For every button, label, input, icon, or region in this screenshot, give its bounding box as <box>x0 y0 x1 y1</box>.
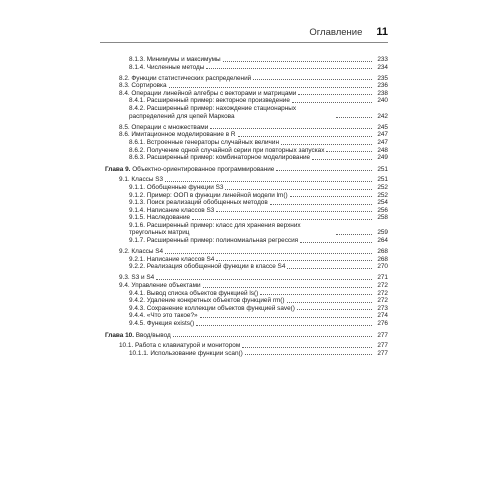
toc-entry <box>100 124 388 132</box>
toc-page-number: 248 <box>377 146 388 154</box>
toc-entry <box>100 222 388 237</box>
toc-page-number: 251 <box>377 176 388 184</box>
toc-entry <box>100 97 388 105</box>
dot-leader <box>200 316 372 318</box>
dot-leader <box>192 218 372 220</box>
header-rule <box>100 42 388 43</box>
toc-entry-title: 9.4. Управление объектами <box>119 282 201 290</box>
toc-entry-title: 9.1.4. Написание классов S3 <box>129 206 215 214</box>
toc-entry <box>100 237 388 245</box>
dot-leader <box>290 195 372 197</box>
toc-page-number: 273 <box>377 304 388 312</box>
toc-entry <box>100 274 388 282</box>
toc-entry-title: 8.2. Функции статистических распределений <box>119 74 252 82</box>
dot-leader <box>270 203 372 205</box>
toc-entry-title: 10.1. Работа с клавиатурой и монитором <box>119 342 241 350</box>
dot-leader <box>165 180 372 182</box>
toc-page-number: 272 <box>377 289 388 297</box>
toc-entry <box>100 105 388 120</box>
toc-entry-title: 9.4.1. Вывод списка объектов функцией ls() <box>129 289 259 297</box>
dot-leader <box>312 158 372 160</box>
toc-page-number: 259 <box>377 229 388 237</box>
toc-page-number: 247 <box>377 138 388 146</box>
toc-entry-title: 9.2. Классы S4 <box>119 248 164 256</box>
toc-entry-title: 9.3. S3 и S4 <box>119 274 155 282</box>
toc-page-number: 276 <box>377 320 388 327</box>
running-header <box>100 26 388 40</box>
toc-page-number: 233 <box>377 56 388 63</box>
toc-entry <box>100 64 388 72</box>
dot-leader <box>216 210 372 212</box>
dot-leader <box>287 301 372 303</box>
toc-entry-title: 9.1.1. Обобщенные функции S3 <box>129 183 224 191</box>
dot-leader <box>326 150 372 152</box>
toc-entry <box>100 184 388 192</box>
toc-entry <box>100 82 388 90</box>
toc-entry-title: 8.6.2. Получение одной случайной серии при повторных запусках <box>129 146 325 154</box>
dot-leader <box>206 67 372 69</box>
toc-entry <box>100 305 388 313</box>
toc-entry <box>100 75 388 83</box>
toc-page-number: 249 <box>377 154 388 162</box>
toc-entry-title: 9.1.6. Расширенный пример: класс для хранения верхних треугольных матриц <box>129 221 301 237</box>
toc-page-number: 264 <box>377 237 388 245</box>
dot-leader <box>260 293 372 295</box>
toc-entry <box>100 192 388 200</box>
toc-entry <box>100 176 388 184</box>
toc-entry <box>100 131 388 139</box>
toc-entry <box>100 282 388 290</box>
toc-entry-title: 10.1.1. Использование функции scan() <box>129 349 243 357</box>
toc-entry <box>100 350 388 358</box>
toc-entry <box>100 147 388 155</box>
dot-leader <box>297 308 372 310</box>
toc-entry-title: 9.4.3. Сохранение коллекции объектов функцией save() <box>129 304 295 312</box>
toc-page-number: 245 <box>377 123 388 131</box>
toc-page-number: 268 <box>377 255 388 263</box>
chapter-label: Глава 10. <box>105 331 134 339</box>
chapter-label: Глава 9. <box>105 165 131 173</box>
toc-page-number: 270 <box>377 263 388 271</box>
toc-entry-title: 9.1.7. Расширенный пример: полиномиальная регрессия <box>129 237 299 245</box>
toc-entry <box>100 154 388 162</box>
table-of-contents <box>100 56 388 357</box>
dot-leader <box>203 286 372 288</box>
toc-entry <box>100 263 388 271</box>
toc-page-number: 272 <box>377 282 388 290</box>
toc-page-number: 234 <box>377 63 388 71</box>
dot-leader <box>210 127 372 129</box>
toc-page-number: 268 <box>377 248 388 256</box>
toc-entry-title: 9.4.5. Функция exists() <box>129 320 195 327</box>
toc-entry <box>100 312 388 320</box>
toc-entry-title: 8.4.2. Расширенный пример: нахождение стационарных распределений для цепей Маркова <box>129 105 297 120</box>
dot-leader <box>223 60 372 62</box>
dot-leader <box>165 252 372 254</box>
dot-leader <box>225 188 372 190</box>
toc-entry <box>100 297 388 305</box>
running-header-title: Оглавление <box>309 27 363 38</box>
toc-chapter-entry <box>100 166 388 174</box>
dot-leader <box>253 78 372 80</box>
dot-leader <box>242 346 372 348</box>
dot-leader <box>281 143 372 145</box>
toc-page-number: 277 <box>377 342 388 350</box>
toc-page-number: 271 <box>377 274 388 282</box>
toc-entry-title: 8.3. Сортировка <box>119 82 167 90</box>
toc-entry-title: 9.1.5. Наследование <box>129 214 191 222</box>
dot-leader <box>287 267 372 269</box>
chapter-title: Объектно-ориентированное программирование <box>132 165 275 173</box>
toc-page-number: 252 <box>377 191 388 199</box>
toc-entry-title: 8.1.3. Минимумы и максимумы <box>129 56 221 63</box>
toc-entry-title: 9.2.1. Написание классов S4 <box>129 255 215 263</box>
dot-leader <box>238 135 372 137</box>
toc-entry-title: 9.1.3. Поиск реализаций обобщенных методов <box>129 199 268 207</box>
toc-entry-title: 8.4.1. Расширенный пример: векторное произведение <box>129 97 290 105</box>
toc-entry <box>100 248 388 256</box>
chapter-title: Ввод/вывод <box>135 331 171 339</box>
toc-entry-title <box>105 332 171 340</box>
dot-leader <box>169 86 372 88</box>
toc-page-number: 254 <box>377 199 388 207</box>
toc-entry <box>100 139 388 147</box>
dot-leader <box>298 93 372 95</box>
dot-leader <box>336 233 372 235</box>
dot-leader <box>196 324 372 326</box>
toc-entry <box>100 199 388 207</box>
toc-page-number: 236 <box>377 82 388 90</box>
toc-entry-title: 8.6.3. Расширенный пример: комбинаторное моделирование <box>129 154 311 162</box>
dot-leader <box>245 353 372 355</box>
dot-leader <box>276 169 372 171</box>
toc-chapter-entry <box>100 332 388 340</box>
toc-page-number: 251 <box>377 165 388 173</box>
dot-leader <box>173 335 372 337</box>
toc-entry <box>100 214 388 222</box>
toc-page-number: 252 <box>377 183 388 191</box>
toc-entry-title: 8.5. Операции с множествами <box>119 123 209 131</box>
toc-entry-title: 9.4.2. Удаление конкретных объектов функцией rm() <box>129 297 285 305</box>
toc-page-number: 277 <box>377 349 388 357</box>
toc-page-number: 258 <box>377 214 388 222</box>
toc-entry-title: 8.6. Имитационное моделирование в R <box>119 131 236 139</box>
toc-entry <box>100 207 388 215</box>
dot-leader <box>336 116 372 118</box>
toc-entry-title: 9.4.4. «Что это такое?» <box>129 312 198 320</box>
toc-entry-title: 9.1.2. Пример: ООП в функции линейной модели lm() <box>129 191 288 199</box>
toc-page-number: 235 <box>377 74 388 82</box>
toc-page-number: 274 <box>377 312 388 320</box>
toc-page-number: 277 <box>377 331 388 339</box>
toc-entry-title: 9.1. Классы S3 <box>119 176 164 184</box>
toc-entry <box>100 320 388 328</box>
toc-entry <box>100 342 388 350</box>
dot-leader <box>300 241 372 243</box>
toc-entry-title <box>105 166 274 174</box>
toc-page-number: 256 <box>377 206 388 214</box>
toc-page-number: 238 <box>377 89 388 97</box>
toc-entry <box>100 56 388 64</box>
toc-entry-title: 8.6.1. Встроенные генераторы случайных величин <box>129 138 279 146</box>
page-number: 11 <box>376 26 388 38</box>
toc-entry-title: 8.1.4. Численные методы <box>129 63 205 71</box>
toc-page-number: 272 <box>377 297 388 305</box>
toc-page-number: 240 <box>377 97 388 105</box>
dot-leader <box>216 259 372 261</box>
dot-leader <box>156 278 372 280</box>
dot-leader <box>292 101 372 103</box>
toc-entry-title: 9.2.2. Реализация обобщенной функции в классе S4 <box>129 263 286 271</box>
toc-entry-title: 8.4. Операции линейной алгебры с векторами и матрицами <box>119 89 297 97</box>
toc-page-number: 247 <box>377 131 388 139</box>
toc-page-number: 242 <box>377 112 388 120</box>
